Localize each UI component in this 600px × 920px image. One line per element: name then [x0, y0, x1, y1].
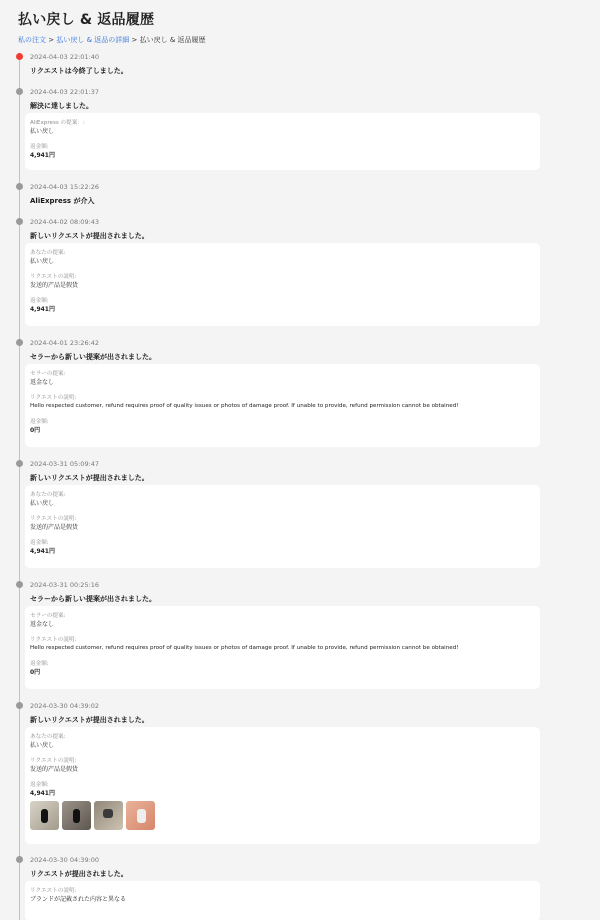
page-title: 払い戻し & 返品履歴 — [18, 12, 155, 28]
evidence-photo-thumbnail[interactable] — [30, 801, 59, 830]
field-value: 发送的产品是假货 — [30, 524, 79, 531]
refund-amount: 0円 — [30, 669, 41, 676]
event-timestamp: 2024-04-01 23:26:42 — [30, 339, 100, 347]
evidence-photo-thumbnail[interactable] — [126, 801, 155, 830]
refund-amount: 4,941円 — [30, 152, 55, 159]
refund-amount: 0円 — [30, 427, 41, 434]
field-label: 返金額: — [30, 419, 49, 425]
breadcrumb-current: 払い戻し & 返品履歴 — [139, 36, 206, 44]
field-label: セラーの提案: — [30, 371, 66, 377]
evidence-photos — [30, 801, 535, 830]
detail-field — [30, 394, 535, 411]
evidence-photo-thumbnail[interactable] — [94, 801, 123, 830]
event-timestamp: 2024-04-03 15:22:26 — [30, 183, 100, 191]
detail-field — [30, 273, 535, 290]
field-label: セラーの提案: — [30, 613, 66, 619]
breadcrumb-separator: > — [48, 36, 55, 44]
field-value: 払い戻し — [30, 500, 55, 507]
timeline-dot — [16, 581, 23, 588]
photo-content — [41, 809, 48, 823]
field-value: ブランドが記載された内容と異なる — [30, 896, 127, 903]
detail-field — [30, 515, 535, 532]
evidence-photo-thumbnail[interactable] — [62, 801, 91, 830]
detail-field — [30, 636, 535, 653]
field-label: リクエストの説明: — [30, 758, 77, 764]
event-title: リクエストが提出されました。 — [30, 870, 128, 878]
refund-amount: 4,941円 — [30, 306, 55, 313]
event-title: 解決に達しました。 — [30, 102, 93, 110]
field-label: リクエストの説明: — [30, 395, 77, 401]
event-title: 新しいリクエストが提出されました。 — [30, 716, 149, 724]
event-timestamp: 2024-04-03 22:01:40 — [30, 53, 100, 61]
field-label: リクエストの説明: — [30, 274, 77, 280]
field-label: あなたの提案: — [30, 734, 66, 740]
timeline-dot — [16, 183, 23, 190]
field-label: 返金額: — [30, 661, 49, 667]
field-value: 払い戻し — [30, 742, 55, 749]
detail-field — [30, 491, 535, 508]
event-detail-card — [25, 606, 540, 689]
field-value: Hello respected customer, refund requires proof of quality issues or photos of damage proof. If unable to provide, refund permission cannot be obtained! — [30, 403, 459, 409]
event-title: セラーから新しい提案が出されました。 — [30, 353, 156, 361]
field-label: 返金額: — [30, 540, 49, 546]
event-timestamp: 2024-03-30 04:39:02 — [30, 702, 100, 710]
timeline-dot — [16, 856, 23, 863]
event-detail-card — [25, 485, 540, 568]
detail-field — [30, 660, 535, 677]
detail-field — [30, 249, 535, 266]
detail-field — [30, 370, 535, 387]
photo-content — [73, 809, 80, 823]
timeline-dot — [16, 88, 23, 95]
event-title: 新しいリクエストが提出されました。 — [30, 232, 149, 240]
event-detail-card — [25, 727, 540, 844]
detail-field — [30, 297, 535, 314]
detail-field — [30, 757, 535, 774]
detail-field — [30, 418, 535, 435]
detail-field — [30, 143, 535, 160]
detail-field — [30, 781, 535, 798]
detail-field — [30, 539, 535, 556]
field-label: あなたの提案: — [30, 250, 66, 256]
event-detail-card — [25, 113, 540, 170]
event-detail-card — [25, 364, 540, 447]
field-value: 返金なし — [30, 379, 55, 386]
timeline-dot-active — [16, 53, 23, 60]
photo-content — [103, 809, 113, 818]
event-timestamp: 2024-04-03 22:01:37 — [30, 88, 100, 96]
field-value: 返金なし — [30, 621, 55, 628]
refund-amount: 4,941円 — [30, 548, 55, 555]
field-label: あなたの提案: — [30, 492, 66, 498]
field-value: 发送的产品是假货 — [30, 282, 79, 289]
detail-field — [30, 612, 535, 629]
event-title: 新しいリクエストが提出されました。 — [30, 474, 149, 482]
detail-field — [30, 733, 535, 750]
timeline-dot — [16, 460, 23, 467]
breadcrumb-refund-details[interactable]: 払い戻し & 返品の詳細 — [56, 36, 130, 44]
breadcrumb-my-orders[interactable]: 私の注文 — [18, 36, 46, 44]
event-detail-card — [25, 881, 540, 920]
event-detail-card — [25, 243, 540, 326]
refund-amount: 4,941円 — [30, 790, 55, 797]
event-timestamp: 2024-03-31 05:09:47 — [30, 460, 100, 468]
field-label: 返金額: — [30, 782, 49, 788]
field-label: リクエストの説明: — [30, 516, 77, 522]
field-value: Hello respected customer, refund requires proof of quality issues or photos of damage proof. If unable to provide, refund permission cannot be obtained! — [30, 645, 459, 651]
field-label: リクエストの説明: — [30, 888, 77, 894]
field-value: 払い戻し — [30, 128, 55, 135]
timeline-dot — [16, 218, 23, 225]
field-label: リクエストの説明: — [30, 637, 77, 643]
field-label: 返金額: — [30, 144, 49, 150]
field-value: 払い戻し — [30, 258, 55, 265]
timeline-dot — [16, 339, 23, 346]
field-label: AliExpress の提案：: — [30, 120, 85, 126]
event-timestamp: 2024-04-02 08:09:43 — [30, 218, 100, 226]
breadcrumb — [18, 35, 206, 45]
detail-field — [30, 119, 535, 136]
timeline-dot — [16, 702, 23, 709]
detail-field — [30, 887, 535, 904]
field-value: 发送的产品是假货 — [30, 766, 79, 773]
event-title: AliExpress が介入 — [30, 197, 95, 205]
field-label: 返金額: — [30, 298, 49, 304]
event-timestamp: 2024-03-31 00:25:16 — [30, 581, 100, 589]
photo-content — [137, 809, 146, 823]
breadcrumb-separator: > — [131, 36, 138, 44]
event-timestamp: 2024-03-30 04:39:00 — [30, 856, 100, 864]
event-title: リクエストは今終了しました。 — [30, 67, 128, 75]
event-title: セラーから新しい提案が出されました。 — [30, 595, 156, 603]
